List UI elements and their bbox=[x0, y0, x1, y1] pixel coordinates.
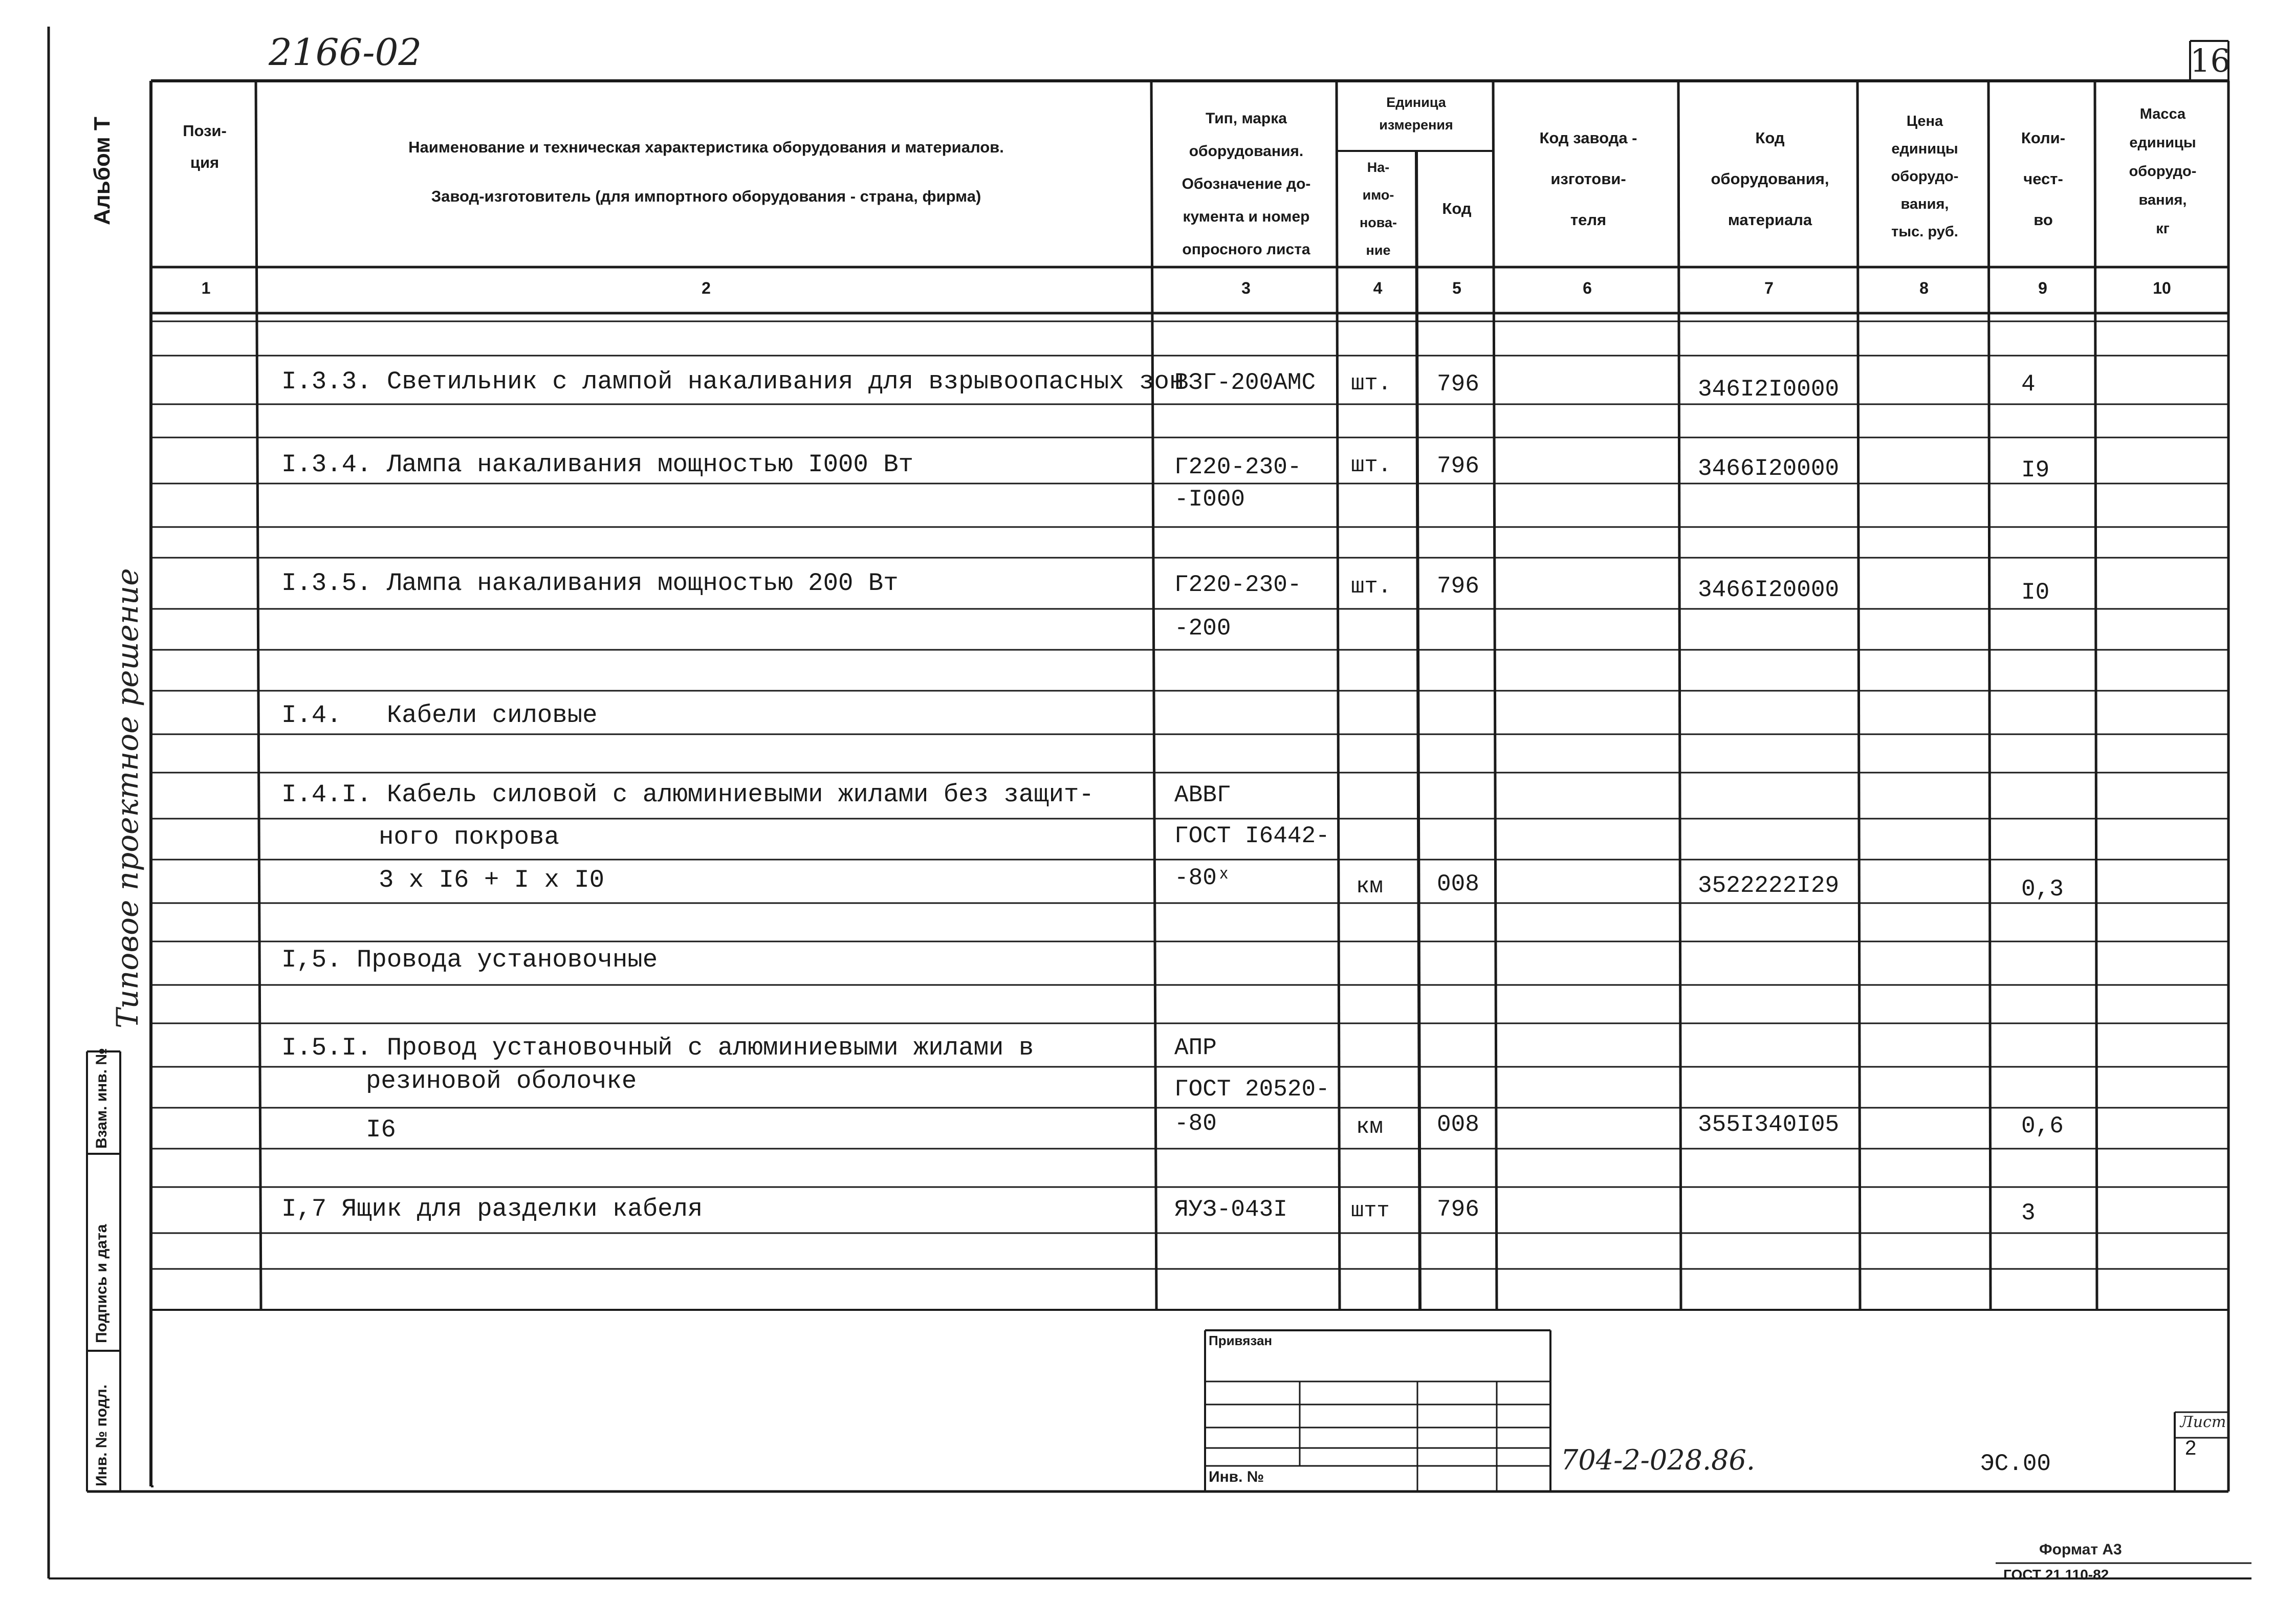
section-heading: I.4. Кабели силовые bbox=[281, 701, 598, 730]
col-number: 5 bbox=[1452, 279, 1461, 297]
stamp-privyazan: Привязан bbox=[1209, 1333, 1273, 1348]
header-unit-group: Единица измерения bbox=[1379, 95, 1453, 133]
sheet-number: 16 bbox=[2190, 42, 2231, 79]
table-row-cont: ного покрова bbox=[379, 823, 559, 851]
header-col6: Код завода - изготови- теля bbox=[1539, 129, 1637, 229]
code-cell: 796 bbox=[1437, 573, 1479, 600]
unit-cell: км bbox=[1356, 874, 1383, 899]
stamp-sheet-value: 2 bbox=[2185, 1437, 2197, 1459]
header-col9: Коли- чест- во bbox=[2021, 129, 2066, 229]
type-cell: ГОСТ 20520- bbox=[1174, 1076, 1330, 1103]
table-row: I.3.4. Лампа накаливания мощностью I000 Вт bbox=[281, 450, 914, 479]
type-cell: -80ˣ bbox=[1174, 865, 1231, 891]
section-heading: I,5. Провода установочные bbox=[281, 946, 658, 974]
stamp-inv-no: Инв. № bbox=[1209, 1468, 1264, 1485]
qty-cell: 4 bbox=[2021, 371, 2036, 398]
album-label: Альбом Т bbox=[90, 117, 115, 225]
col-number: 4 bbox=[1373, 279, 1383, 297]
header-col8: Цена единицы оборудо- вания, тыс. руб. bbox=[1891, 113, 1959, 240]
unit-cell: км bbox=[1356, 1114, 1383, 1140]
table-row-cont: резиновой оболочке bbox=[366, 1067, 637, 1095]
table-row: I.3.5. Лампа накаливания мощностью 200 Вт bbox=[281, 569, 899, 598]
header-col4: На- имо- нова- ние bbox=[1359, 160, 1397, 258]
col-number: 8 bbox=[1919, 279, 1929, 297]
type-cell: -I000 bbox=[1174, 486, 1245, 513]
col-number: 9 bbox=[2038, 279, 2047, 297]
material-code-cell: 3522222I29 bbox=[1698, 872, 1840, 899]
table-row: I.4.I. Кабель силовой с алюминиевыми жилами без защит- bbox=[281, 780, 1094, 809]
material-code-cell: 346I2I0000 bbox=[1698, 376, 1840, 403]
header-col3: Тип, марка оборудования. Обозначение до- кумента и номер опросного листа bbox=[1182, 110, 1311, 258]
code-cell: 796 bbox=[1437, 1196, 1479, 1223]
qty-cell: 3 bbox=[2021, 1200, 2036, 1226]
material-code-cell: 355I340I05 bbox=[1698, 1111, 1840, 1138]
type-cell: АВВГ bbox=[1174, 782, 1231, 808]
unit-cell: шт. bbox=[1351, 453, 1392, 478]
type-cell: ГОСТ I6442- bbox=[1174, 823, 1330, 849]
table-row: I.5.I. Провод установочный с алюминиевыми жилами в bbox=[281, 1034, 1034, 1062]
col-number: 2 bbox=[702, 279, 711, 297]
table-row: I.3.3. Светильник с лампой накаливания для взрывоопасных зон bbox=[281, 367, 1185, 396]
header-col5: Код bbox=[1442, 200, 1472, 217]
type-cell: АПР bbox=[1174, 1035, 1217, 1061]
code-cell: 796 bbox=[1437, 371, 1479, 398]
material-code-cell: 3466I20000 bbox=[1698, 455, 1840, 482]
qty-cell: I0 bbox=[2021, 579, 2050, 606]
col-number: 1 bbox=[201, 279, 211, 297]
gost-label: ГОСТ 21.110-82 bbox=[2003, 1567, 2109, 1583]
material-code-cell: 3466I20000 bbox=[1698, 577, 1840, 603]
type-cell: ЯУЗ-043I bbox=[1174, 1196, 1287, 1223]
unit-cell: шт. bbox=[1351, 371, 1392, 397]
type-cell: -200 bbox=[1174, 615, 1231, 642]
table-row-cont: 3 х I6 + I х I0 bbox=[379, 866, 605, 894]
document-code-handwritten: 2166-02 bbox=[269, 31, 422, 74]
type-cell: ВЗГ-200АМС bbox=[1174, 369, 1316, 396]
side-title: Типовое проектное решение bbox=[110, 568, 145, 1028]
side-field-replace: Взам. инв. № bbox=[93, 1048, 110, 1149]
type-cell: Г220-230- bbox=[1174, 572, 1302, 598]
qty-cell: 0,3 bbox=[2021, 876, 2064, 903]
header-col10: Масса единицы оборудо- вания, кг bbox=[2129, 106, 2197, 237]
side-field-signature: Подпись и дата bbox=[93, 1224, 110, 1343]
code-cell: 796 bbox=[1437, 453, 1479, 479]
unit-cell: шт. bbox=[1351, 574, 1392, 600]
col-number: 3 bbox=[1241, 279, 1251, 297]
qty-cell: 0,6 bbox=[2021, 1113, 2064, 1139]
type-cell: -80 bbox=[1174, 1110, 1217, 1137]
header-col2: Наименование и техническая характеристика оборудования и материалов. Завод-изготовитель (для импортного оборудования - страна, фирма) bbox=[408, 138, 1004, 205]
code-cell: 008 bbox=[1437, 1111, 1479, 1138]
stamp-sheet-label: Лист bbox=[2180, 1413, 2226, 1431]
col-number: 6 bbox=[1583, 279, 1592, 297]
format-label: Формат А3 bbox=[2039, 1541, 2122, 1558]
unit-cell: штт bbox=[1351, 1198, 1390, 1223]
stamp-doc-code: 704-2-028.86. bbox=[1561, 1444, 1756, 1476]
stamp-doc-suffix: ЭС.00 bbox=[1980, 1451, 2051, 1477]
header-col1: Пози- ция bbox=[183, 122, 227, 171]
side-field-inv: Инв. № подл. bbox=[93, 1384, 110, 1486]
table-row: I,7 Ящик для разделки кабеля bbox=[281, 1195, 703, 1223]
qty-cell: I9 bbox=[2021, 457, 2050, 484]
col-number: 10 bbox=[2153, 279, 2171, 297]
type-cell: Г220-230- bbox=[1174, 454, 1302, 480]
col-number: 7 bbox=[1764, 279, 1774, 297]
table-row-cont: I6 bbox=[366, 1115, 396, 1144]
header-col7: Код оборудования, материала bbox=[1711, 129, 1829, 229]
code-cell: 008 bbox=[1437, 871, 1479, 897]
